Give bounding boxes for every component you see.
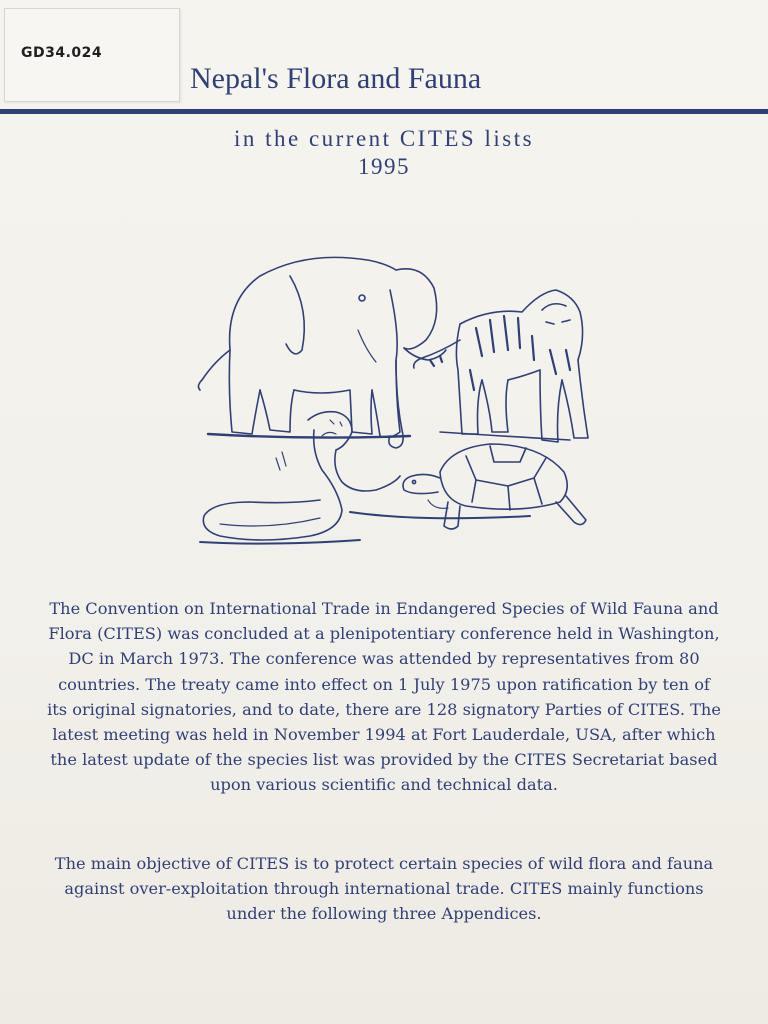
tortoise-icon xyxy=(403,444,586,529)
ground-lines xyxy=(200,432,570,544)
tiger-icon xyxy=(414,290,588,442)
title-rule xyxy=(0,109,768,114)
catalog-code: GD34.024 xyxy=(21,45,103,61)
elephant-icon xyxy=(198,257,446,448)
page-year: 1995 xyxy=(358,154,410,179)
wildlife-illustration xyxy=(190,240,600,550)
intro-paragraph: The Convention on International Trade in Endangered Species of Wild Fauna and Flora (CITES) was concluded at a plenipotentiary conference held in Washington, DC in March 1973. The conference was attended by representatives from 80 countries. The treaty came into effect on 1 July 1975 upon ratification by ten of its original signatories, and to date, there are 128 signatory Parties of CITES. The latest meeting was held in November 1994 at Fort Lauderdale, USA, after which the latest update of the species list was provided by the CITES Secretariat based upon various scientific and technical data. xyxy=(47,599,721,795)
cobra-icon xyxy=(203,412,400,540)
page-subtitle: in the current CITES lists xyxy=(233,126,535,151)
page-title: Nepal's Flora and Fauna xyxy=(190,62,482,95)
catalog-sticker xyxy=(4,8,180,102)
objective-paragraph: The main objective of CITES is to protect certain species of wild flora and fauna against over-exploitation through international trade. CITES mainly functions under the following three Appendices. xyxy=(54,854,714,924)
